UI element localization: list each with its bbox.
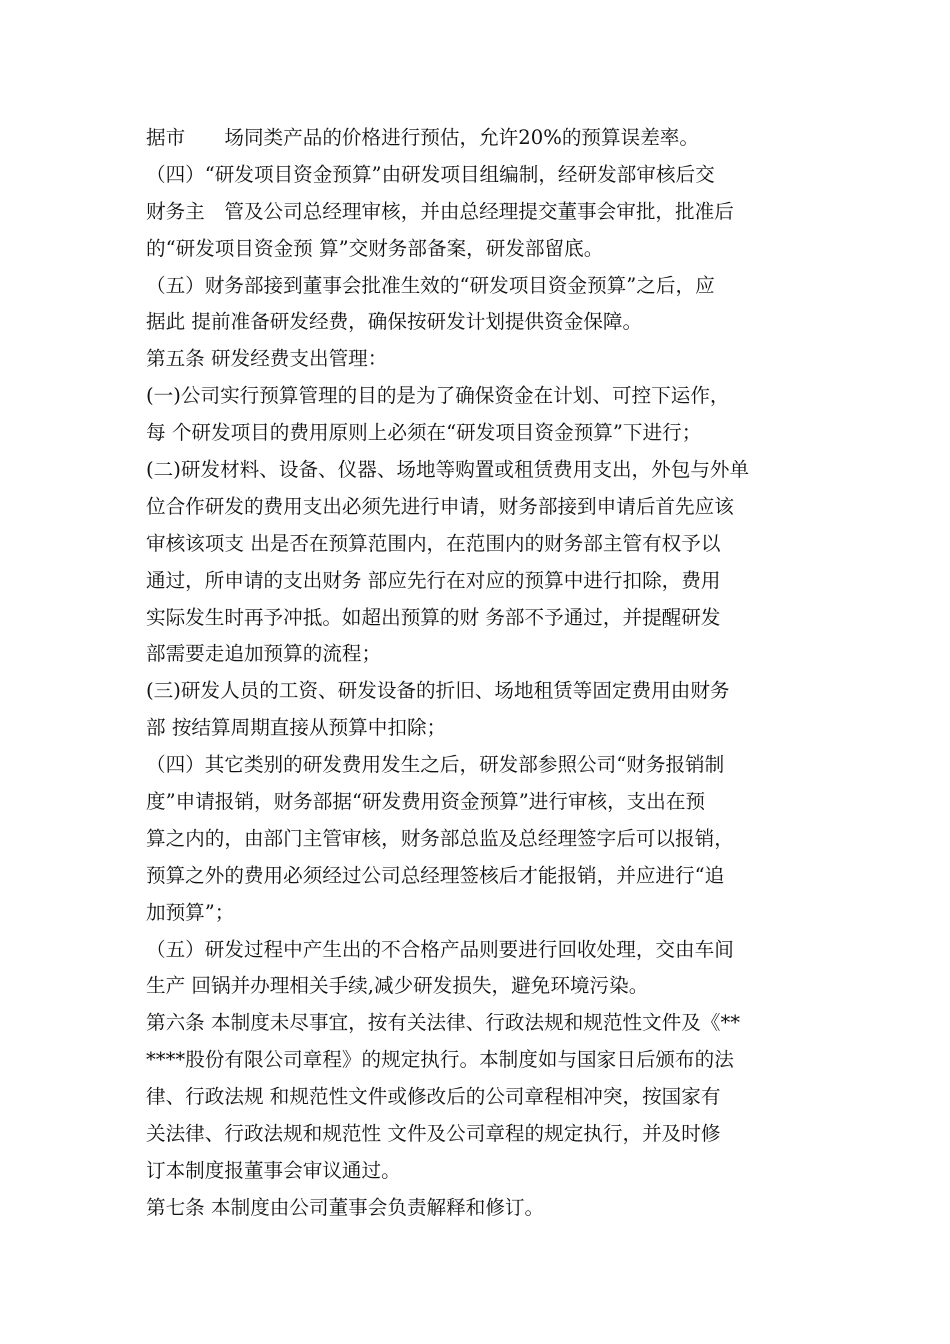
- text-line: 算之内的，由部门主管审核，财务部总监及总经理签字后可以报销，: [146, 826, 734, 850]
- text-line: 实际发生时再予冲抵。如超出预算的财 务部不予通过，并提醒研发: [146, 605, 721, 629]
- text-line: （五）财务部接到董事会批准生效的“研发项目资金预算”之后，应: [146, 273, 715, 297]
- text-line: 度”申请报销，财务部据“研发费用资金预算”进行审核，支出在预: [146, 790, 706, 814]
- text-line: (三)研发人员的工资、研发设备的折旧、场地租赁等固定费用由财务: [146, 679, 730, 703]
- text-line: 部 按结算周期直接从预算中扣除；: [146, 716, 447, 740]
- text-line: 的“研发项目资金预 算”交财务部备案，研发部留底。: [146, 236, 604, 260]
- text-line: 订本制度报董事会审议通过。: [146, 1158, 401, 1182]
- text-line: 位合作研发的费用支出必须先进行申请，财务部接到申请后首先应该: [146, 494, 734, 518]
- text-line: 通过，所申请的支出财务 部应先行在对应的预算中进行扣除，费用: [146, 568, 721, 592]
- section-heading: 第六条 本制度未尽事宜，按有关法律、行政法规和规范性文件及《**: [146, 1011, 741, 1035]
- text-line: 据此 提前准备研发经费，确保按研发计划提供资金保障。: [146, 310, 643, 334]
- text-line: 审核该项支 出是否在预算范围内，在范围内的财务部主管有权予以: [146, 531, 721, 555]
- document-body: [146, 120, 814, 1227]
- text-line: （四）“研发项目资金预算”由研发项目组编制，经研发部审核后交: [146, 162, 715, 186]
- text-line: 每 个研发项目的费用原则上必须在“研发项目资金预算”下进行；: [146, 421, 702, 445]
- text-line: 生产 回锅并办理相关手续,减少研发损失，避免环境污染。: [146, 974, 649, 998]
- text-line: 关法律、行政法规和规范性 文件及公司章程的规定执行，并及时修: [146, 1122, 721, 1146]
- text-line: 财务主 管及公司总经理审核，并由总经理提交董事会审批，批准后: [146, 199, 734, 223]
- text-line: 部需要走追加预算的流程；: [146, 642, 382, 666]
- text-line: (一)公司实行预算管理的目的是为了确保资金在计划、可控下运作，: [146, 384, 730, 408]
- text-line: 据市 场同类产品的价格进行预估，允许20%的预算误差率。: [146, 126, 699, 149]
- text-line: （四）其它类别的研发费用发生之后，研发部参照公司“财务报销制: [146, 753, 725, 777]
- text-line: ****股份有限公司章程》的规定执行。本制度如与国家日后颁布的法: [146, 1048, 734, 1072]
- text-line: 加预算”；: [146, 900, 235, 924]
- text-line: （五）研发过程中产生出的不合格产品则要进行回收处理，交由车间: [146, 937, 734, 961]
- text-line: 律、行政法规 和规范性文件或修改后的公司章程相冲突，按国家有: [146, 1085, 721, 1109]
- section-heading: 第五条 研发经费支出管理：: [146, 347, 388, 371]
- section-heading: 第七条 本制度由公司董事会负责解释和修订。: [146, 1195, 545, 1219]
- text-line: 预算之外的费用必须经过公司总经理签核后才能报销，并应进行“追: [146, 863, 725, 887]
- text-line: (二)研发材料、设备、仪器、场地等购置或租赁费用支出，外包与外单: [146, 458, 750, 482]
